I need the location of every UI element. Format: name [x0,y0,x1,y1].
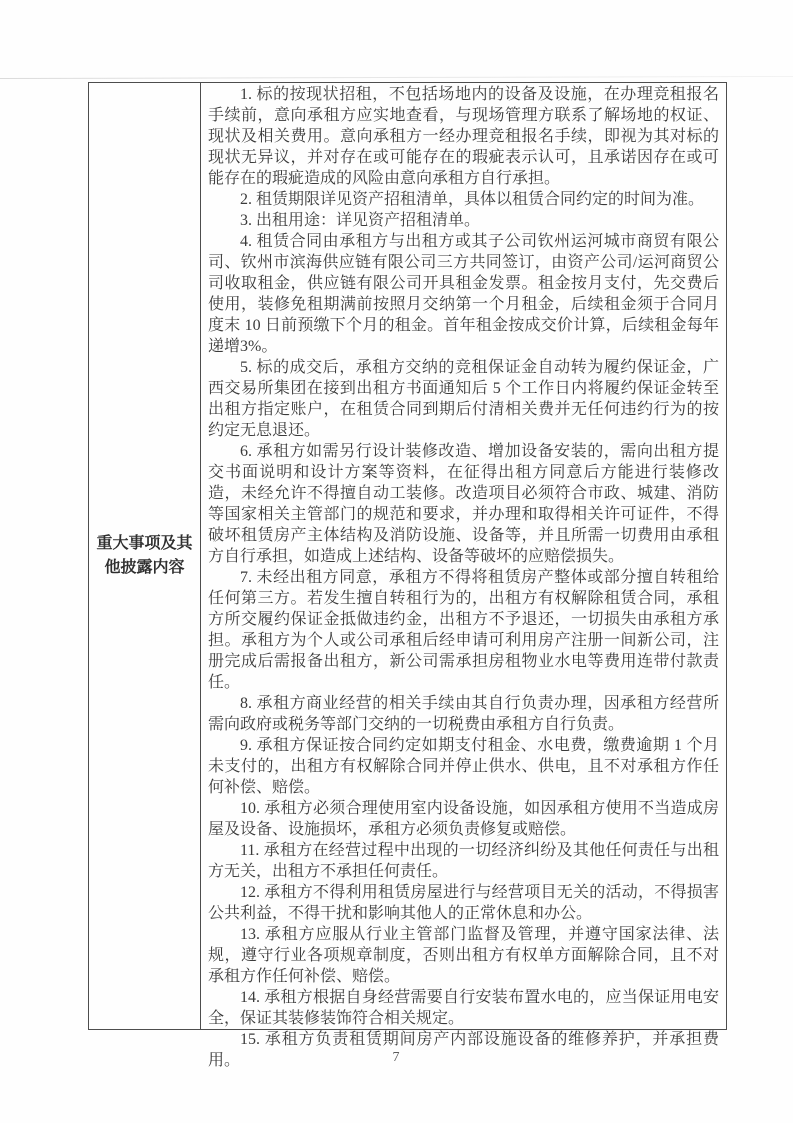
disclosure-item-11: 11. 承租方在经营过程中出现的一切经济纠纷及其他任何责任与出租方无关，出租方不承担任何责任。 [208,842,719,880]
disclosure-item-10: 10. 承租方必须合理使用室内设备设施，如因承租方使用不当造成房屋及设备、设施损坏，承租方必须负责修复或赔偿。 [208,800,719,838]
disclosure-item-3: 3. 出租用途：详见资产招租清单。 [240,212,481,229]
disclosure-item-4: 4. 租赁合同由承租方与出租方或其子公司钦州运河城市商贸有限公司、钦州市滨海供应链有限公司三方共同签订，由资产公司/运河商贸公司收取租金，供应链有限公司开具租金发票。租金按月支付，先交费后使用，装修免租期满前按照月交纳第一个月租金，后续租金须于合同月度末 10 日前预缴下个月的租金。首年租金按成交价计算，后续租金每年递增3%。 [208,233,719,355]
disclosure-item-9: 9. 承租方保证按合同约定如期支付租金、水电费，缴费逾期 1 个月未支付的，出租方有权解除合同并停止供水、供电，且不对承租方作任何补偿、赔偿。 [208,737,719,796]
row-content-cell [201,83,726,1069]
disclosure-item-12: 12. 承租方不得利用租赁房屋进行与经营项目无关的活动，不得损害公共利益，不得干扰和影响其他人的正常休息和办公。 [208,884,719,922]
row-label: 重大事项及其他披露内容 [96,535,193,576]
page-number: 7 [392,1050,401,1065]
disclosure-item-15: 15. 承租方负责租赁期间房产内部设施设备的维修养护，并承担费用。 [208,1031,719,1069]
disclosure-item-5: 5. 标的成交后，承租方交纳的竞租保证金自动转为履约保证金，广西交易所集团在接到出租方书面通知后 5 个工作日内将履约保证金转至出租方指定账户，在租赁合同到期后付清相关费并无任何违约行为的按约定无息退还。 [208,359,719,439]
scan-artifact-line [0,76,793,79]
disclosure-item-1: 1. 标的按现状招租，不包括场地内的设备及设施，在办理竞租报名手续前，意向承租方应实地查看，与现场管理方联系了解场地的权证、现状及相关费用。意向承租方一经办理竞租报名手续，即视为其对标的现状无异议，并对存在或可能存在的瑕疵表示认可，且承诺因存在或可能存在的瑕疵造成的风险由意向承租方自行承担。 [208,86,719,187]
disclosure-item-14: 14. 承租方根据自身经营需要自行安装布置水电的，应当保证用电安全，保证其装修装饰符合相关规定。 [208,989,719,1027]
disclosure-item-6: 6. 承租方如需另行设计装修改造、增加设备安装的，需向出租方提交书面说明和设计方案等资料，在征得出租方同意后方能进行装修改造，未经允许不得擅自动工装修。改造项目必须符合市政、城建、消防等国家相关主管部门的规范和要求，并办理和取得相关许可证件，不得破坏租赁房产主体结构及消防设施、设备等，并且所需一切费用由承租方自行承担，如造成上述结构、设备等破坏的应赔偿损失。 [208,443,719,565]
disclosure-table [88,82,727,1069]
disclosure-item-7: 7. 未经出租方同意，承租方不得将租赁房产整体或部分擅自转租给任何第三方。若发生擅自转租行为的，出租方有权解除租赁合同，承租方所交履约保证金抵做违约金，出租方不予退还，一切损失由承租方承担。承租方为个人或公司承租后经申请可利用房产注册一间新公司，注册完成后需报备出租方，新公司需承担房租物业水电等费用连带付款责任。 [208,569,719,691]
row-label-cell [89,83,201,1029]
disclosure-item-2: 2. 租赁期限详见资产招租清单，具体以租赁合同约定的时间为准。 [240,191,705,208]
disclosure-item-13: 13. 承租方应服从行业主管部门监督及管理，并遵守国家法律、法规，遵守行业各项规章制度，否则出租方有权单方面解除合同，且不对承租方作任何补偿、赔偿。 [208,926,719,985]
disclosure-item-8: 8. 承租方商业经营的相关手续由其自行负责办理，因承租方经营所需向政府或税务等部门交纳的一切税费由承租方自行负责。 [208,695,719,733]
